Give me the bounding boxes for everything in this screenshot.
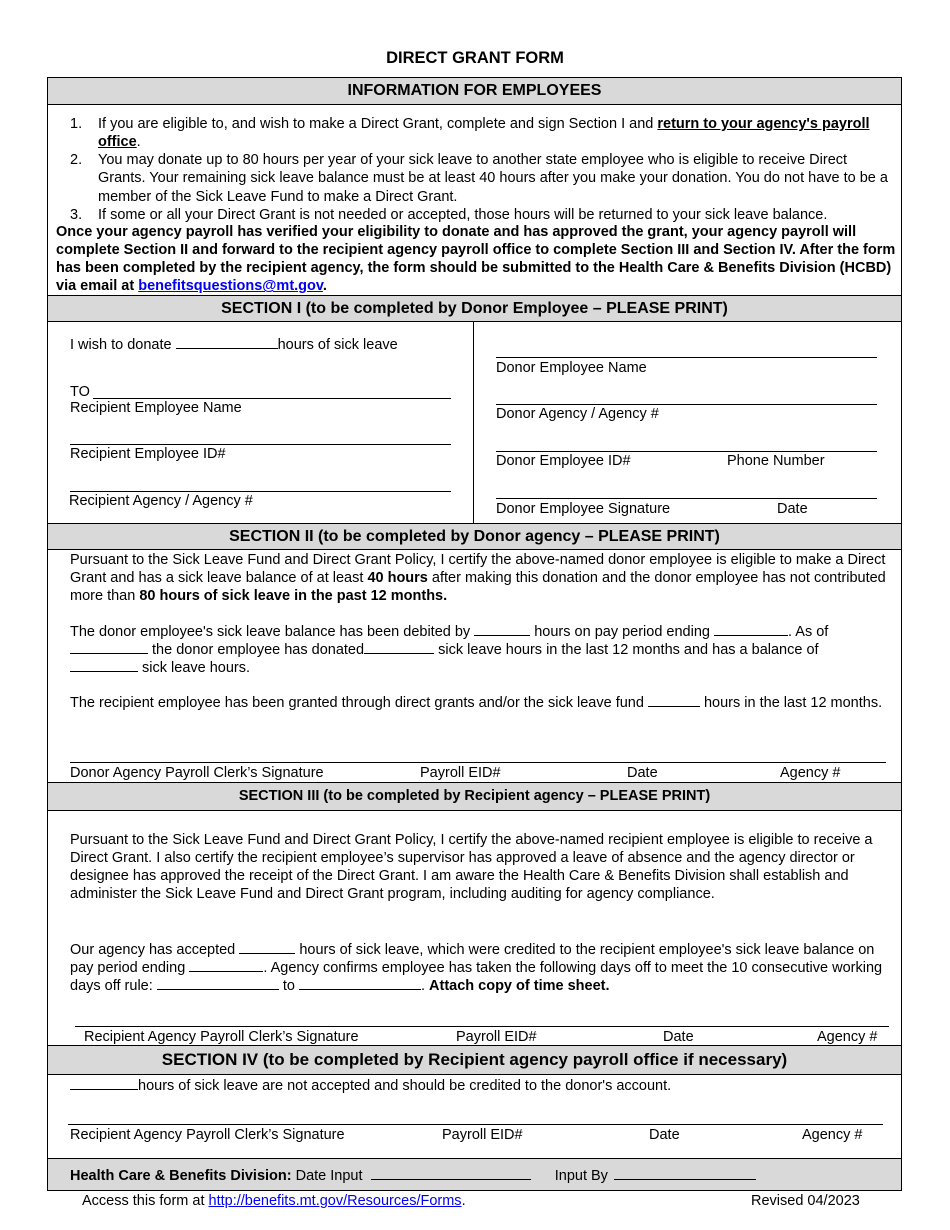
donated-hours-field[interactable] [364,641,434,654]
form-frame [47,77,902,1191]
section2-header: SECTION II (to be completed by Donor agency – PLEASE PRINT) [48,523,901,550]
section3-header: SECTION III (to be completed by Recipient agency – PLEASE PRINT) [48,782,901,811]
section4-signature-line[interactable] [68,1124,883,1125]
section4-text: hours of sick leave are not accepted and should be credited to the donor's account. [70,1077,671,1095]
recipient-pay-period-field[interactable] [189,959,263,972]
section4-signature-label: Recipient Agency Payroll Clerk’s Signature [70,1127,345,1143]
section2-certify-text: Pursuant to the Sick Leave Fund and Direct Grant Policy, I certify the above-named donor employee is eligible to make a Direct Grant and has a sick leave balance of at least 40 hours after making this donation and the donor employee has not contributed more than 80 hours of sick leave in the past 12 months. [70,552,886,605]
forms-link[interactable]: http://benefits.mt.gov/Resources/Forms [208,1193,462,1209]
info-list [48,115,888,224]
info-header: INFORMATION FOR EMPLOYEES [48,78,901,105]
email-link[interactable]: benefitsquestions@mt.gov [138,278,323,295]
info-note: Once your agency payroll has verified your eligibility to donate and has approved the grant, your agency payroll will complete Section II and forward to the recipient agency payroll office to complete Section III and Section IV. After the form has been completed by the recipient agency, the form should be submitted to the Health Care & Benefits Division (HCBD) via email at benefitsquestions@mt.gov. [56,224,896,295]
section3-accepted-text: Our agency has accepted hours of sick leave, which were credited to the recipient employee's sick leave balance on pay period ending . Agency confirms employee has taken the following days off to meet the 10 consecutive working days off rule: to . Attach copy of time sheet. [70,942,883,995]
recipient-name-label: Recipient Employee Name [70,400,242,416]
form-title: DIRECT GRANT FORM [386,49,564,67]
section3-eid-label: Payroll EID# [456,1029,537,1045]
info-item: 3. If some or all your Direct Grant is not needed or accepted, those hours will be returned to your sick leave balance. [70,206,828,223]
days-off-from-field[interactable] [157,977,279,990]
accepted-hours-field[interactable] [239,941,295,954]
section1-header: SECTION I (to be completed by Donor Employee – PLEASE PRINT) [48,295,901,322]
donor-id-label: Donor Employee ID# [496,453,631,469]
info-item: 1. If you are eligible to, and wish to make a Direct Grant, complete and sign Section I and return to your agency's payroll office. [70,116,870,151]
debited-hours-field[interactable] [474,623,530,636]
recipient-id-label: Recipient Employee ID# [70,446,226,462]
info-item: 2. You may donate up to 80 hours per year of your sick leave to another state employee who is eligible to receive Direct Grants. Your remaining sick leave balance must be at least 40 hours after you make your donation. You do not have to be a member of the Sick Leave Fund to make a Direct Grant. [70,152,888,205]
as-of-date-field[interactable] [70,641,148,654]
section3-date-label: Date [663,1029,694,1045]
hcbd-row: Health Care & Benefits Division: Date Input Input By [70,1167,756,1185]
section3-signature-line[interactable] [75,1026,889,1027]
revised-date: Revised 04/2023 [751,1193,860,1209]
section2-debit-text: The donor employee's sick leave balance has been debited by hours on pay period ending . As of the donor employee has donated sick leave hours in the last 12 months and has a balance of sick leave hours. [70,624,829,677]
section2-signature-label: Donor Agency Payroll Clerk’s Signature [70,765,324,781]
section3-agency-label: Agency # [817,1029,878,1045]
section1-divider [473,322,474,523]
section2-signature-line[interactable] [70,762,886,763]
section2-granted-text: The recipient employee has been granted through direct grants and/or the sick leave fund hours in the last 12 months. [70,695,883,711]
not-accepted-hours-field[interactable] [70,1077,138,1090]
section4-date-label: Date [649,1127,680,1143]
to-label: TO [70,384,90,400]
donor-signature-label: Donor Employee Signature [496,501,671,517]
input-by-field[interactable] [614,1167,756,1180]
phone-label: Phone Number [727,453,825,469]
granted-hours-field[interactable] [648,694,700,707]
footer-access: Access this form at http://benefits.mt.gov/Resources/Forms. [82,1193,466,1209]
date-input-field[interactable] [371,1167,531,1180]
balance-field[interactable] [70,659,138,672]
donor-date-label: Date [777,501,808,517]
section2-date-label: Date [627,765,658,781]
donate-hours-line: I wish to donate hours of sick leave [70,337,398,353]
donate-hours-field[interactable] [176,336,278,349]
donor-agency-label: Donor Agency / Agency # [496,406,659,422]
section3-certify-text: Pursuant to the Sick Leave Fund and Direct Grant Policy, I certify the above-named recipient employee is eligible to receive a Direct Grant. I also certify the recipient employee’s supervisor has approved a leave of absence and the agency director or designee has approved the receipt of the Direct Grant. I am aware the Health Care & Benefits Division shall establish and administer the Sick Leave Fund and Direct Grant program, including auditing for agency compliance. [70,832,873,903]
section2-agency-label: Agency # [780,765,841,781]
donor-name-label: Donor Employee Name [496,360,647,376]
section4-eid-label: Payroll EID# [442,1127,523,1143]
pay-period-field[interactable] [714,623,788,636]
days-off-to-field[interactable] [299,977,421,990]
section4-agency-label: Agency # [802,1127,863,1143]
recipient-agency-label: Recipient Agency / Agency # [69,493,253,509]
donor-name-field[interactable] [496,357,877,358]
donor-signature-field[interactable] [496,498,877,499]
section3-signature-label: Recipient Agency Payroll Clerk’s Signature [84,1029,359,1045]
section2-eid-label: Payroll EID# [420,765,501,781]
section4-header: SECTION IV (to be completed by Recipient agency payroll office if necessary) [48,1045,901,1075]
